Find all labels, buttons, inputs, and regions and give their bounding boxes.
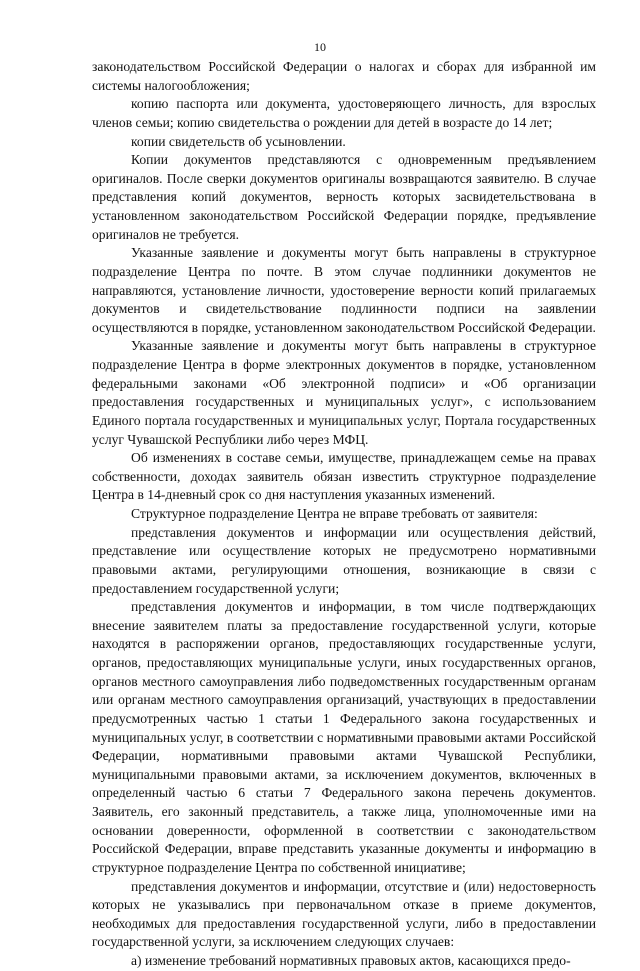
paragraph-originals: Копии документов представляются с одновременным предъявлением оригиналов. После сверки документов оригиналы возвращаются заявителю. В случае представления копий документов, верность которых засвидетельствована в установленном законодательством Российской Федерации порядке, предъявление оригиналов не требуется.	[92, 152, 596, 242]
body-text	[92, 58, 596, 971]
paragraph-adoption-certificates: копии свидетельств об усыновлении.	[131, 133, 346, 149]
paragraph-continuation: законодательством Российской Федерации о налогах и сборах для избранной им системы налогообложения;	[92, 59, 596, 93]
paragraph-changes-notice: Об изменениях в составе семьи, имуществе, принадлежащем семье на правах собственности, доходах заявитель обязан известить структурное подразделение Центра в 14-дневный срок со дня наступления указанных изменений.	[92, 450, 596, 503]
paragraph-electronic: Указанные заявление и документы могут быть направлены в структурное подразделение Центра в форме электронных документов в порядке, установленном федеральными законами «Об электронной подписи» и «Об организации предоставления государственных и муниципальных услуг», с использованием Единого портала государственных и муниципальных услуг, Портала государственных услуг Чувашской Республики либо через МФЦ.	[92, 338, 596, 447]
paragraph-item-documents: представления документов и информации, в том числе подтверждающих внесение заявителем платы за предоставление государственной услуги, которые находятся в распоряжении органов, предоставляющих государственные услуги, органов, предоставляющих муниципальные услуги, иных государственных органов, органов местного самоуправления либо подведомственных государственным органам или органам местного самоуправления организаций, участвующих в предоставлении предусмотренных частью 1 статьи 1 Федерального закона государственных и муниципальных услуг, в соответствии с нормативными правовыми актами Российской Федерации, нормативными правовыми актами Чувашской Республики, муниципальными правовыми актами, за исключением документов, включенных в определенный частью 6 статьи 7 Федерального закона перечень документов. Заявитель, его законный представитель, а также лица, уполномоченные ими на основании доверенности, оформленной в соответствии с законодательством Российской Федерации, вправе представить указанные документы и информацию в структурное подразделение Центра по собственной инициативе;	[92, 599, 596, 875]
paragraph-item-actions: представления документов и информации или осуществления действий, представление или осуществление которых не предусмотрено нормативными правовыми актами, регулирующими отношения, возникающие в связи с предоставлением государственной услуги;	[92, 524, 596, 596]
page-number: 10	[314, 40, 326, 54]
paragraph-not-entitled: Структурное подразделение Центра не вправе требовать от заявителя:	[131, 506, 538, 521]
paragraph-by-mail: Указанные заявление и документы могут быть направлены в структурное подразделение Центра по почте. В этом случае подлинники документов не направляются, установление личности, удостоверение верности копий прилагаемых документов и свидетельствование подлинности подписи на заявлении осуществляются в порядке, установленном законодательством Российской Федерации.	[92, 245, 596, 335]
paragraph-subitem-a: а) изменение требований нормативных правовых актов, касающихся предо-	[131, 953, 571, 968]
paragraph-passport-copy: копию паспорта или документа, удостоверяющего личность, для взрослых членов семьи; копию свидетельства о рождении для детей в возрасте до 14 лет;	[92, 96, 596, 130]
paragraph-item-missing-documents: представления документов и информации, отсутствие и (или) недостоверность которых не указывались при первоначальном отказе в приеме документов, необходимых для предоставления государственной услуги, либо в предоставлении государственной услуги, за исключением следующих случаев:	[92, 878, 596, 950]
